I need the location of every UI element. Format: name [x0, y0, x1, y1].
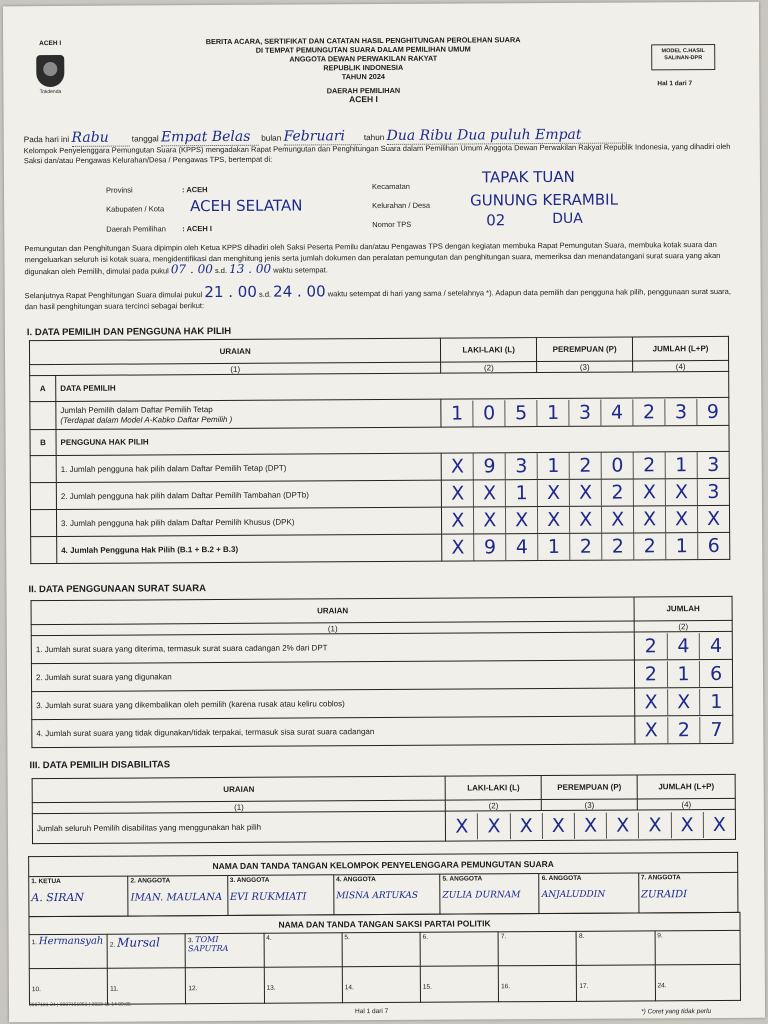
digit: 3 [664, 399, 696, 425]
title-line: TAHUN 2024 [341, 71, 385, 82]
digit: X [473, 507, 505, 533]
digit: 1 [451, 402, 464, 425]
saksi-sig-1 [29, 934, 107, 968]
saksi-sig-6 [420, 932, 498, 966]
kpps-sig-5 [440, 874, 539, 915]
daerah-label: DAERAH PEMILIHAN [326, 85, 401, 96]
digit: 4 [600, 399, 632, 425]
digit: X [644, 690, 658, 713]
digit: X [569, 480, 601, 506]
bulan-label: bulan [261, 133, 282, 143]
sig-name: Mursal [117, 935, 161, 950]
procedure-paragraph [24, 240, 732, 278]
sig-number: 24. [657, 982, 667, 990]
sig-number: 14. [344, 984, 354, 992]
time-end: 13 . 00 [229, 261, 272, 276]
digit: 9 [696, 398, 728, 424]
digit: 4 [505, 534, 537, 560]
sig-role: 1. KETUA [31, 877, 61, 886]
dpt-label: Jumlah Pemilih dalam Daftar Pemilih Tetap [60, 404, 213, 415]
digit: 3 [697, 452, 729, 478]
sig-name: ANJALUDDIN [541, 889, 606, 901]
page-indicator-top: Hal 1 dari 7 [657, 80, 693, 88]
provinsi-value: : ACEH [182, 185, 208, 195]
kpps-sig-1 [29, 876, 128, 917]
logo-bottom-text: Tokdenda [39, 88, 62, 96]
kpps-sig-4 [334, 874, 441, 915]
digit: 0 [473, 400, 505, 426]
digit: X [644, 718, 658, 741]
tanggal-label: tanggal [131, 134, 159, 144]
digit: 2 [667, 717, 700, 743]
kpu-emblem-icon [36, 55, 64, 87]
digit: X [697, 506, 729, 532]
col-number: (2) [441, 362, 537, 374]
sig-number: 17. [579, 982, 589, 990]
section2-table [31, 596, 734, 748]
title-line: ANGGOTA DEWAN PERWAKILAN RAKYAT [289, 53, 438, 64]
sig-name: MISNA ARTUKAS [336, 890, 419, 902]
footer-note: *) Coret yang tidak perlu [641, 1008, 712, 1016]
digit: 9 [473, 453, 505, 479]
saksi-sig-17 [577, 965, 655, 1001]
digit: X [505, 507, 537, 533]
digit: 2 [601, 479, 633, 505]
digit: X [455, 814, 469, 838]
dpt-sublabel: (Terdapat dalam Model A-Kabko Daftar Pemilih ) [60, 414, 233, 425]
digit: 1 [505, 480, 537, 506]
waktu-label: waktu setempat. [273, 265, 328, 275]
kpps-sig-2 [128, 875, 227, 916]
hari-value: Rabu [71, 130, 129, 147]
digit: X [670, 812, 702, 838]
ss2-digits [634, 659, 732, 688]
b4-digits [442, 532, 730, 561]
digit: 1 [537, 534, 569, 560]
digit: 2 [569, 453, 601, 479]
digit: 2 [569, 534, 601, 560]
saksi-signature-table [28, 912, 741, 1005]
b2-label: 2. Jumlah pengguna hak pilih dalam Daftar Pemilih Tambahan (DPTb) [56, 480, 441, 509]
digit: X [574, 812, 606, 838]
saksi-sig-15 [420, 966, 498, 1002]
sig-name: ZULIA DURNAM [442, 890, 521, 901]
col-jumlah: JUMLAH (L+P) [633, 336, 729, 361]
sig-number: 11. [110, 985, 119, 993]
title-line: REPUBLIK INDONESIA [323, 62, 404, 73]
b2-digits [442, 478, 730, 507]
kabupaten-label: Kabupaten / Kota [106, 204, 165, 214]
tps-word: DUA [552, 210, 583, 227]
digit: 4 [666, 633, 699, 659]
col-number: (1) [31, 621, 634, 636]
footer-page: Hal 1 dari 7 [355, 1007, 389, 1016]
digit: 3 [697, 479, 729, 505]
form-paper [3, 2, 765, 1023]
saksi-signature-title: NAMA DAN TANDA TANGAN SAKSI PARTAI POLITIK [29, 912, 740, 934]
col-number: (3) [537, 361, 633, 373]
col-number: (1) [32, 800, 445, 814]
digit: 4 [699, 632, 732, 658]
digit: 2 [633, 452, 665, 478]
digit: X [451, 482, 465, 505]
ss3-label: 3. Jumlah surat suara yang dikembalikan oleh pemilih (karena rusak atau keliru coblos) [32, 688, 635, 720]
kpps-sig-3 [227, 875, 334, 916]
sig-number: 6. [422, 933, 429, 941]
digit: 1 [699, 688, 732, 714]
sig-number: 12. [188, 985, 198, 993]
sd-label: s.d. [214, 265, 228, 276]
digit: 2 [644, 662, 657, 685]
digit: 3 [568, 399, 600, 425]
dpt-digits [441, 397, 729, 427]
sig-name: Hermansyah [38, 935, 104, 948]
section3-title: III. DATA PEMILIH DISABILITAS [29, 759, 171, 772]
digit: 2 [632, 399, 664, 425]
title-line: DI TEMPAT PEMUNGUTAN SUARA DALAM PEMILIHAN UMUM [255, 44, 471, 55]
digit: X [667, 689, 700, 715]
saksi-sig-8 [576, 931, 654, 965]
saksi-sig-12 [186, 967, 264, 1003]
digit: X [633, 506, 665, 532]
digit: 1 [667, 661, 700, 687]
dapil-value: : ACEH I [182, 224, 213, 234]
b3-label: 3. Jumlah pengguna hak pilih dalam Daftar Pemilih Khusus (DPK) [56, 507, 441, 536]
saksi-sig-11 [107, 968, 185, 1004]
ss2-label: 2. Jumlah surat suara yang digunakan [31, 660, 634, 692]
document-title [153, 35, 573, 106]
sig-role: 3. ANGGOTA [229, 876, 270, 884]
col-number: (2) [634, 620, 732, 632]
section2-title: II. DATA PENGGUNAAN SURAT SUARA [28, 583, 207, 596]
disabilitas-label: Jumlah seluruh Pemilih disabilitas yang menggunakan hak pilih [32, 811, 445, 844]
col-jumlah: JUMLAH [634, 596, 732, 621]
sig-number: 8. [578, 932, 585, 940]
section3-table [32, 774, 736, 844]
digit: 0 [601, 452, 633, 478]
digit: X [473, 480, 505, 506]
b1-label: 1. Jumlah pengguna hak pilih dalam Daftar Pemilih Tetap (DPT) [56, 453, 441, 482]
b3-digits [442, 505, 730, 534]
digit: 2 [633, 533, 665, 559]
sig-number: 9. [657, 932, 663, 940]
b1-digits [441, 451, 729, 480]
digit: 1 [665, 533, 697, 559]
digit: 5 [505, 400, 537, 426]
sig-name: ZURAIDI [640, 889, 688, 901]
ss4-digits [635, 715, 733, 744]
daerah-value: ACEH I [349, 94, 378, 105]
digit: X [665, 479, 697, 505]
ss1-digits [634, 631, 732, 660]
ss4-label: 4. Jumlah surat suara yang tidak digunakan/tidak terpakai, termasuk sisa surat suara cadangan [32, 716, 635, 748]
digit: X [569, 507, 601, 533]
col-number: (2) [446, 800, 542, 812]
provinsi-label: Provinsi [106, 185, 133, 195]
col-laki: LAKI-LAKI (L) [445, 776, 541, 801]
digit: X [537, 507, 569, 533]
time-start: 07 . 00 [170, 262, 213, 277]
ss1-label: 1. Jumlah surat suara yang diterima, termasuk surat suara cadangan 2% dari DPT [31, 632, 634, 664]
sig-role: 4. ANGGOTA [336, 876, 376, 884]
section-b-title: PENGGUNA HAK PILIH [56, 425, 729, 455]
kpps-sig-6 [539, 873, 638, 914]
digit: X [510, 813, 542, 839]
tps-number: 02 [486, 211, 506, 230]
digit: X [638, 812, 670, 838]
section-a-title: DATA PEMILIH [56, 371, 729, 401]
model-box: MODEL C.HASIL SALINAN-DPR [651, 44, 715, 70]
digit: 1 [537, 399, 569, 425]
sig-number: 5. [344, 934, 350, 942]
disabilitas-digits [446, 809, 736, 841]
saksi-sig-9 [655, 930, 741, 965]
digit: X [477, 813, 509, 839]
tanggal-value: Empat Belas [161, 129, 259, 147]
saksi-sig-5 [342, 932, 420, 966]
dapil-label: Daerah Pemilihan [106, 224, 166, 234]
digit: 1 [537, 453, 569, 479]
sig-number: 15. [422, 983, 432, 991]
sig-role: 5. ANGGOTA [442, 875, 483, 883]
kpps-signature-title: NAMA DAN TANDA TANGAN KELOMPOK PENYELENGGARA PEMUNGUTAN SUARA [29, 852, 738, 876]
col-uraian: URAIAN [32, 776, 445, 803]
digit: 6 [699, 660, 732, 686]
saksi-sig-4 [264, 933, 342, 967]
saksi-sig-14 [342, 966, 420, 1002]
saksi-sig-2 [107, 934, 185, 968]
col-perempuan: PEREMPUAN (P) [537, 337, 633, 362]
sig-number: 4. [266, 934, 272, 942]
digit: 7 [700, 716, 733, 742]
sig-number: 1. [31, 939, 38, 947]
sig-role: 2. ANGGOTA [130, 877, 171, 885]
col-uraian: URAIAN [29, 338, 440, 365]
sig-number: 13. [266, 984, 276, 992]
col-uraian: URAIAN [31, 597, 634, 625]
dpt-label-cell [56, 399, 441, 429]
saksi-sig-7 [498, 931, 576, 965]
tps-label: Nomor TPS [372, 219, 412, 230]
footer-code: 0007101-24 | 0007161951 | 2023-11-14 09:05 [28, 1001, 131, 1009]
col-jumlah: JUMLAH (L+P) [637, 774, 735, 799]
kabupaten-value: ACEH SELATAN [190, 196, 303, 216]
sig-name: A. SIRAN [31, 890, 85, 905]
col-laki: LAKI-LAKI (L) [441, 338, 537, 363]
col-number: (4) [633, 360, 729, 372]
sig-role: 6. ANGGOTA [541, 874, 582, 883]
digit: X [451, 509, 465, 532]
sig-number: 7. [500, 933, 507, 941]
sig-name: IMAN. MAULANA [130, 891, 223, 904]
kpu-logo [33, 40, 67, 94]
col-number: (3) [541, 799, 637, 811]
sd-label: s.d. [258, 289, 272, 299]
section-b-label: B [30, 430, 56, 456]
digit: X [450, 455, 465, 478]
count-start: 21 . 00 [204, 282, 257, 302]
digit: X [451, 536, 465, 559]
procedure-text: Pemungutan dan Penghitungan Suara dipimpin oleh Ketua KPPS dihadiri oleh Saksi Peserta Pemilu dan/atau Pengawas TPS dengan kegiatan membuka Rapat Pemungutan Suara, membuka kotak suara dan mengeluarkan seluruh isi kotak suara, mengidentifikasi dan menghitung jenis serta jumlah dokumen dan peralatan pemungutan dan penghitungan suara, memeriksa dan menandatangani surat suara yang akan digunakan oleh Pemilih, dimulai pada pukul [24, 239, 721, 277]
digit: X [665, 506, 697, 532]
sig-number: 3. [188, 937, 194, 945]
saksi-sig-16 [498, 965, 576, 1001]
saksi-sig-10 [29, 968, 107, 1004]
logo-top-text: ACEH I [39, 39, 62, 48]
digit: X [542, 812, 574, 838]
sig-number: 16. [501, 983, 511, 991]
pada-hari-ini-label: Pada hari ini [23, 134, 70, 145]
digit: 1 [665, 452, 697, 478]
count-text: Selanjutnya Rapat Penghitungan Suara dimulai pukul [24, 290, 203, 301]
section1-title: I. DATA PEMILIH DAN PENGGUNA HAK PILIH [26, 325, 232, 339]
tahun-label: tahun [363, 132, 385, 143]
sig-name: TOMI SAPUTRA [188, 935, 229, 954]
col-number: (4) [637, 798, 735, 810]
sig-name: EVI RUKMIATI [229, 891, 307, 903]
kelurahan-label: Kelurahan / Desa [372, 200, 431, 211]
section1-table [29, 336, 730, 564]
tahun-value: Dua Ribu Dua puluh Empat [387, 127, 627, 145]
title-line: BERITA ACARA, SERTIFIKAT DAN CATATAN HASIL PENGHITUNGAN PEROLEHAN SUARA [205, 35, 521, 47]
sig-number: 2. [109, 941, 116, 949]
digit: 6 [697, 533, 729, 559]
digit: X [601, 506, 633, 532]
count-end: 24 . 00 [273, 282, 326, 301]
sig-role: 7. ANGGOTA [640, 874, 681, 882]
digit: X [606, 812, 638, 838]
col-perempuan: PEREMPUAN (P) [541, 775, 637, 800]
sig-number: 10. [31, 986, 41, 994]
kecamatan-value: TAPAK TUAN [481, 167, 575, 187]
kecamatan-label: Kecamatan [371, 181, 410, 192]
section-a-label: A [30, 376, 56, 402]
kpps-signature-table [28, 852, 738, 917]
count-paragraph [25, 284, 733, 312]
digit: 3 [505, 453, 537, 479]
saksi-sig-3 [185, 933, 263, 967]
bulan-value: Februari [283, 128, 361, 145]
kelurahan-value: GUNUNG KERAMBIL [470, 190, 618, 210]
b4-label: 4. Jumlah Pengguna Hak Pilih (B.1 + B.2 + B.3) [57, 534, 442, 563]
ss3-digits [635, 687, 733, 716]
digit: 9 [473, 534, 505, 560]
count-text-cont: waktu setempat di hari yang sama / setelahnya *). Adapun data pemilih dan pengguna hak pilih, penggunaan surat suara, dan hasil penghitungan suara tercinci sebagai berikut: [24, 286, 731, 312]
digit: 2 [601, 533, 633, 559]
digit: X [633, 479, 665, 505]
kpps-sig-7 [638, 872, 738, 913]
saksi-sig-13 [264, 967, 342, 1003]
saksi-sig-24 [655, 964, 741, 1001]
digit: X [537, 480, 569, 506]
intro-paragraph: Kelompok Penyelenggara Pemungutan Suara (KPPS) mengadakan Rapat Pemungutan dan Penghitungan Suara dalam Pemilihan Umum Anggota Dewan Perwakilan Rakyat Republik Indonesia, yang dihadiri oleh Saksi dan/atau Pengawas Kelurahan/Desa / Pengawas TPS, bertempat di: [23, 141, 731, 166]
digit: 2 [644, 634, 657, 657]
col-number: (1) [30, 362, 441, 376]
digit: X [703, 811, 735, 837]
